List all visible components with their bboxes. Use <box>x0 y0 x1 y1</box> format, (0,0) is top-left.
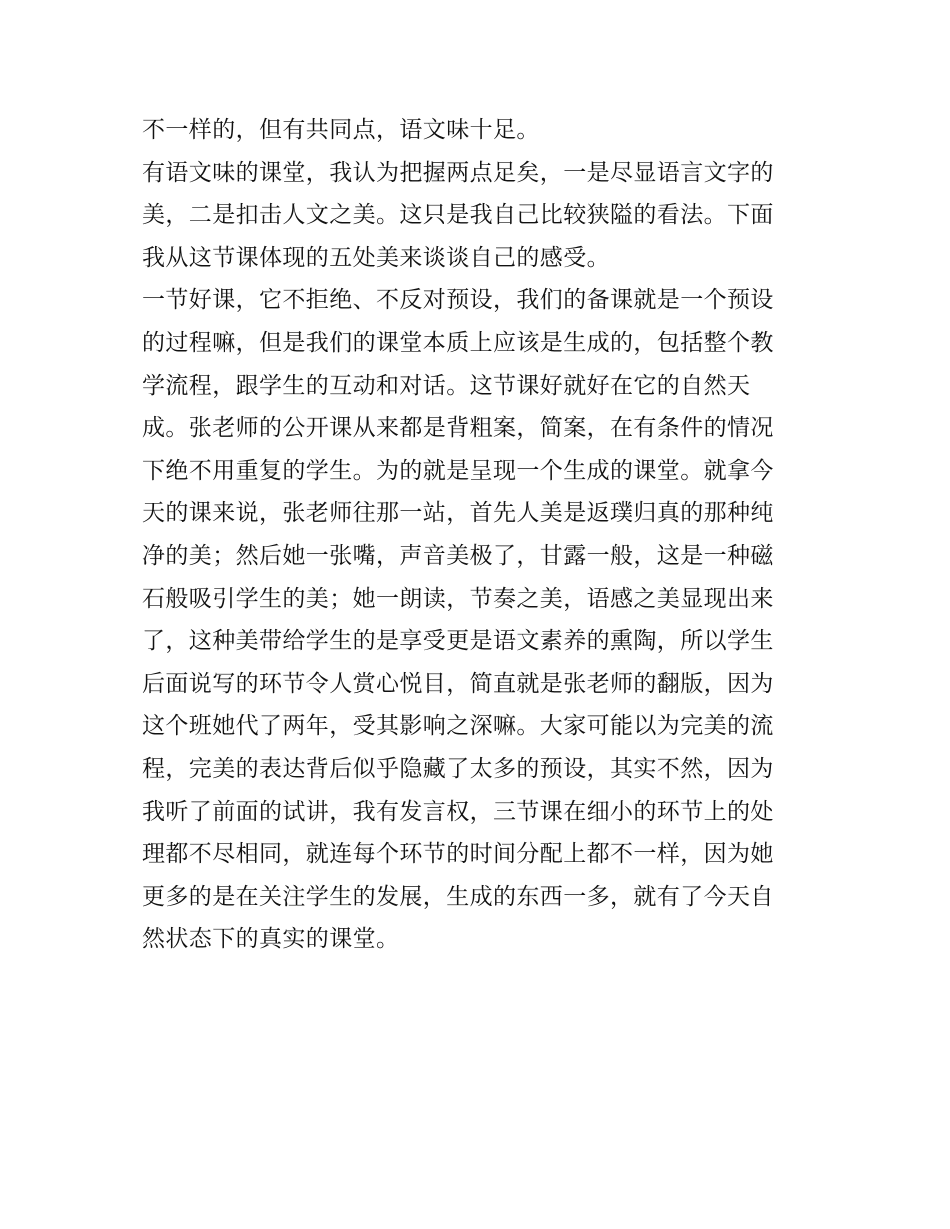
text-line: 我从这节课体现的五处美来谈谈自己的感受。 <box>142 244 610 271</box>
text-line: 下绝不用重复的学生。为的就是呈现一个生成的课堂。就拿今 <box>142 457 774 484</box>
text-line: 更多的是在关注学生的发展，生成的东西一多，就有了今天自 <box>142 883 774 910</box>
text-line: 美，二是扣击人文之美。这只是我自己比较狭隘的看法。下面 <box>142 202 774 229</box>
text-line: 成。张老师的公开课从来都是背粗案，简案，在有条件的情况 <box>142 415 774 442</box>
text-line: 程，完美的表达背后似乎隐藏了太多的预设，其实不然，因为 <box>142 755 774 782</box>
text-line: 天的课来说，张老师往那一站，首先人美是返璞归真的那种纯 <box>142 500 774 527</box>
text-line: 学流程，跟学生的互动和对话。这节课好就好在它的自然天 <box>142 372 751 399</box>
text-line: 了，这种美带给学生的是享受更是语文素养的熏陶，所以学生 <box>142 628 774 655</box>
text-line: 有语文味的课堂，我认为把握两点足矣，一是尽显语言文字的 <box>142 159 774 186</box>
text-line: 净的美；然后她一张嘴，声音美极了，甘露一般，这是一种磁 <box>142 542 774 569</box>
text-line: 石般吸引学生的美；她一朗读，节奏之美，语感之美显现出来 <box>142 585 774 612</box>
text-line: 不一样的，但有共同点，语文味十足。 <box>142 117 540 143</box>
text-line: 这个班她代了两年，受其影响之深嘛。大家可能以为完美的流 <box>142 713 774 740</box>
text-line: 然状态下的真实的课堂。 <box>142 926 400 953</box>
body-text <box>142 109 822 961</box>
text-line: 的过程嘛，但是我们的课堂本质上应该是生成的，包括整个教 <box>142 329 774 356</box>
text-line: 理都不尽相同，就连每个环节的时间分配上都不一样，因为她 <box>142 841 774 868</box>
text-line: 后面说写的环节令人赏心悦目，简直就是张老师的翻版，因为 <box>142 670 774 697</box>
text-line: 我听了前面的试讲，我有发言权，三节课在细小的环节上的处 <box>142 798 774 825</box>
text-line: 一节好课，它不拒绝、不反对预设，我们的备课就是一个预设 <box>142 287 774 314</box>
